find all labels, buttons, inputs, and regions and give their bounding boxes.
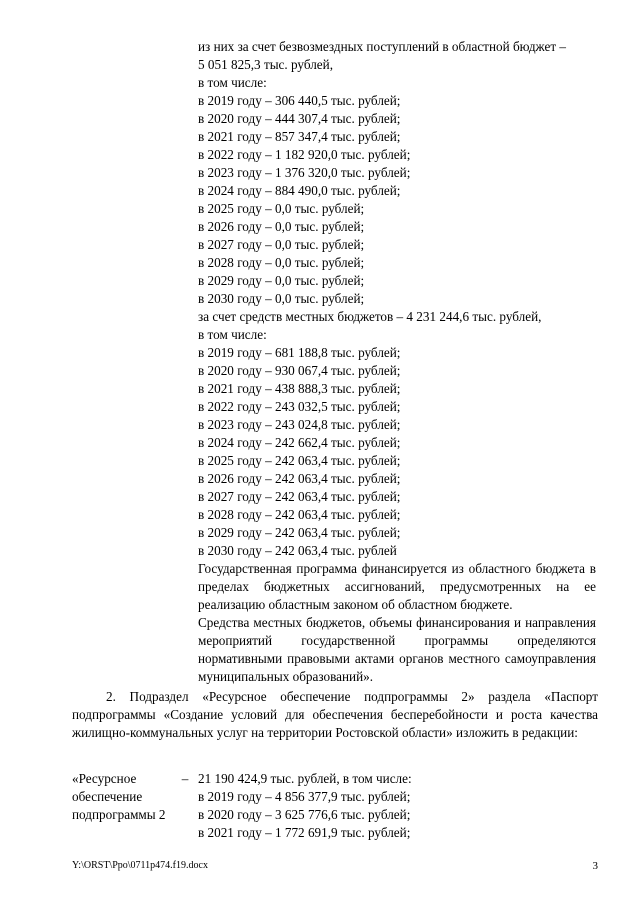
text-line: в 2026 году – 242 063,4 тыс. рублей; (198, 471, 401, 486)
section-2-text: 2. Подраздел «Ресурсное обеспечение подпрограммы 2» раздела «Паспорт подпрограммы «Создание условий для обеспечения бесперебойности и роста качества жилищно-коммунальных услуг на территории Ростовской области» изложить в редакции: (72, 689, 598, 740)
text-line: в 2021 году – 857 347,4 тыс. рублей; (198, 129, 401, 144)
resource-label-column (72, 770, 184, 824)
resource-label-line: «Ресурсное (72, 771, 137, 786)
text-line: в 2026 году – 0,0 тыс. рублей; (198, 219, 365, 234)
text-line: в 2028 году – 0,0 тыс. рублей; (198, 255, 365, 270)
text-line: в 2022 году – 1 182 920,0 тыс. рублей; (198, 147, 411, 162)
page-number: 3 (592, 860, 598, 872)
separator-dash: – (181, 771, 189, 786)
text-line: в 2029 году – 0,0 тыс. рублей; (198, 273, 365, 288)
text-line: в 2019 году – 681 188,8 тыс. рублей; (198, 345, 401, 360)
text-line: в 2027 году – 0,0 тыс. рублей; (198, 237, 365, 252)
text-line: в том числе: (198, 327, 267, 342)
text-line: в 2020 году – 444 307,4 тыс. рублей; (198, 111, 401, 126)
text-line: в 2021 году – 438 888,3 тыс. рублей; (198, 381, 401, 396)
text-line: в 2024 году – 884 490,0 тыс. рублей; (198, 183, 401, 198)
file-path: Y:\ORST\Ppo\0711p474.f19.docx (72, 860, 208, 871)
state-program-paragraph: Государственная программа финансируется из областного бюджета в пределах бюджетных ассигнований, предусмотренных на ее реализацию областным законом об областном бюджете. (198, 561, 596, 612)
resource-value-column (198, 770, 598, 842)
section-2-paragraph (72, 688, 598, 742)
text-line: 5 051 825,3 тыс. рублей, (198, 57, 334, 72)
text-line: в 2025 году – 0,0 тыс. рублей; (198, 201, 365, 216)
text-line: в 2029 году – 242 063,4 тыс. рублей; (198, 525, 401, 540)
text-line: в 2030 году – 0,0 тыс. рублей; (198, 291, 365, 306)
text-line: за счет средств местных бюджетов – 4 231 244,6 тыс. рублей, (198, 309, 542, 324)
text-line: в 2027 году – 242 063,4 тыс. рублей; (198, 489, 401, 504)
text-line: в 2025 году – 242 063,4 тыс. рублей; (198, 453, 401, 468)
text-line: в 2020 году – 930 067,4 тыс. рублей; (198, 363, 401, 378)
text-line: в том числе: (198, 75, 267, 90)
funding-details-block (198, 38, 596, 686)
resource-label-line: обеспечение (72, 789, 143, 804)
text-line: в 2024 году – 242 662,4 тыс. рублей; (198, 435, 401, 450)
text-line: из них за счет безвозмездных поступлений в областной бюджет – (198, 39, 566, 54)
resource-label-line: подпрограммы 2 (72, 807, 166, 822)
resource-value-line: в 2021 году – 1 772 691,9 тыс. рублей; (198, 825, 411, 840)
text-line: в 2019 году – 306 440,5 тыс. рублей; (198, 93, 401, 108)
local-budgets-paragraph: Средства местных бюджетов, объемы финансирования и направления мероприятий государственной программы определяются нормативными правовыми актами органов местного самоуправления муниципальных образований». (198, 615, 596, 684)
text-line: в 2028 году – 242 063,4 тыс. рублей; (198, 507, 401, 522)
resource-value-line: в 2019 году – 4 856 377,9 тыс. рублей; (198, 789, 411, 804)
text-line: в 2030 году – 242 063,4 тыс. рублей (198, 543, 397, 558)
text-line: в 2023 году – 243 024,8 тыс. рублей; (198, 417, 401, 432)
text-line: в 2023 году – 1 376 320,0 тыс. рублей; (198, 165, 411, 180)
resource-value-line: 21 190 424,9 тыс. рублей, в том числе: (198, 771, 412, 786)
text-line: в 2022 году – 243 032,5 тыс. рублей; (198, 399, 401, 414)
resource-value-line: в 2020 году – 3 625 776,6 тыс. рублей; (198, 807, 411, 822)
